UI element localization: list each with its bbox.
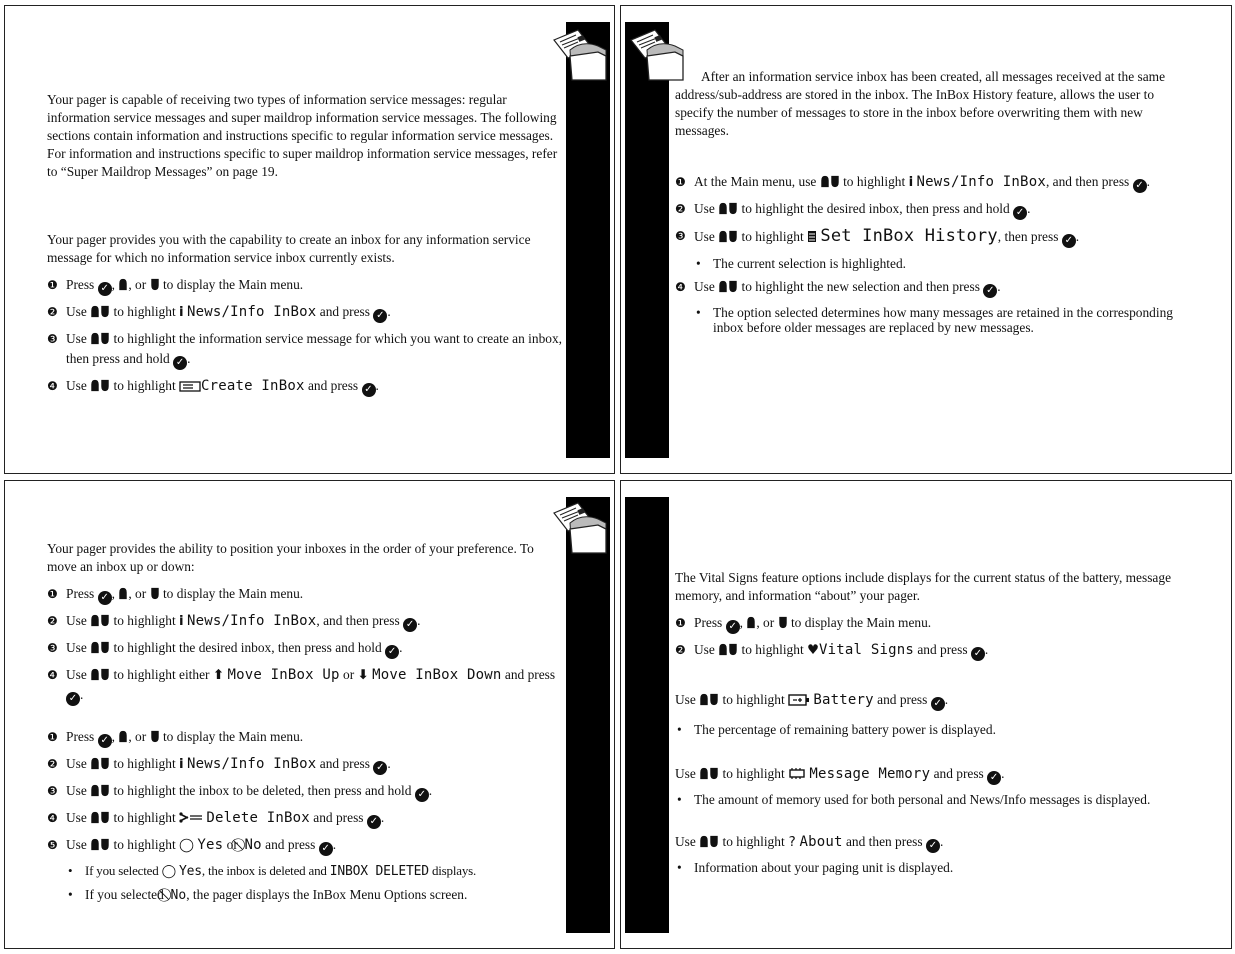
up-down-buttons-icon <box>90 838 110 856</box>
delete-step-1: ❶ Press ✓ , , or to display the Main menu. <box>47 729 304 746</box>
check-button-icon: ✓ <box>726 620 740 634</box>
lcd-news-info-inbox: News/Info InBox <box>186 613 317 629</box>
check-button-icon: ✓ <box>367 815 381 829</box>
check-button-icon: ✓ <box>1013 206 1027 220</box>
down-button-icon <box>778 616 788 629</box>
info-icon: i <box>179 305 184 320</box>
check-button-icon: ✓ <box>403 618 417 632</box>
up-button-icon <box>746 616 756 629</box>
up-down-buttons-icon <box>90 332 110 350</box>
folder-icon <box>548 26 610 84</box>
intro-text: Your pager is capable of receiving two types of information service messages: regular information service messages and super maildrop information service messages. The following sections contain information and instructions specific to regular information service messages. For information and instructions specific to super maildrop information service messages, refer to “Super Maildrop Messages” on page 19. <box>47 92 558 179</box>
check-button-icon: ✓ <box>931 697 945 711</box>
create-inbox-icon <box>179 380 201 392</box>
move-step-2: ❷ Use to highlight i News/Info InBox, and then press ✓ . <box>47 613 421 630</box>
page-tab <box>625 22 669 458</box>
check-button-icon: ✓ <box>926 839 940 853</box>
heart-icon: ♥ <box>807 643 820 658</box>
step-4: ❹ Use to highlight Create InBox and press ✓ . <box>47 378 379 395</box>
intro-text: After an information service inbox has been created, all messages received at the same address/sub-address are stored in the inbox. The InBox History feature, allows the user to specify the number of messages to store in the inbox before overwriting them with new messages. <box>675 69 1166 138</box>
create-intro-text: Your pager provides you with the capability to create an inbox for any information service message for which no information service inbox currently exists. <box>47 232 531 265</box>
step-2: ❷ Use to highlight ♥Vital Signs and press ✓ . <box>675 642 989 659</box>
up-button-icon <box>118 587 128 600</box>
list-item: • The amount of memory used for both personal and News/Info messages is displayed. <box>675 791 1195 809</box>
lcd-no: No <box>244 837 262 853</box>
up-down-buttons-icon <box>718 202 738 220</box>
lcd-yes: Yes <box>197 837 224 853</box>
page-tab <box>625 497 669 933</box>
check-button-icon: ✓ <box>98 282 112 296</box>
list-item: • The percentage of remaining battery power is displayed. <box>675 721 1195 739</box>
panel-move-delete-inbox <box>4 480 615 949</box>
up-down-buttons-icon <box>90 641 110 659</box>
list-item: • Information about your paging unit is displayed. <box>675 859 1195 877</box>
intro-text: The Vital Signs feature options include displays for the current status of the battery, message memory, and information “about” your pager. <box>675 570 1172 603</box>
check-button-icon: ✓ <box>971 647 985 661</box>
panel-inbox-history <box>620 5 1232 474</box>
lcd-news-info-inbox: News/Info InBox <box>916 174 1046 190</box>
arrow-up-icon: ⬆ <box>212 668 225 683</box>
step-3: ❸ Use to highlight the information service message for which you want to create an inbox, then press and hold ✓ . <box>47 331 563 368</box>
check-button-icon: ✓ <box>987 771 1001 785</box>
panel-vital-signs <box>620 480 1232 949</box>
move-step-1: ❶ Press ✓ , , or to display the Main menu. <box>47 586 304 603</box>
step-4: ❹ Use to highlight the new selection and then press ✓ . <box>675 279 1001 296</box>
up-down-buttons-icon <box>90 305 110 323</box>
info-icon: i <box>908 175 914 190</box>
list-item: • If you selected ◯ Yes, the inbox is deleted and INBOX DELETED displays. <box>66 862 562 881</box>
page-tab <box>566 497 610 933</box>
yes-circle-icon: ◯ <box>179 838 195 853</box>
up-down-buttons-icon <box>90 379 110 397</box>
step-1: ❶ Press ✓ , , or to display the Main menu. <box>675 615 932 632</box>
check-button-icon: ✓ <box>1133 179 1147 193</box>
up-down-buttons-icon <box>90 757 110 775</box>
arrow-down-icon: ⬇ <box>357 668 369 683</box>
check-button-icon: ✓ <box>373 761 387 775</box>
lcd-move-inbox-up: Move InBox Up <box>227 667 340 683</box>
lcd-move-inbox-down: Move InBox Down <box>372 667 502 683</box>
info-icon: i <box>179 757 184 772</box>
lcd-delete-inbox: Delete InBox <box>206 810 310 826</box>
down-button-icon <box>150 587 160 600</box>
check-button-icon: ✓ <box>66 692 80 706</box>
lcd-news-info-inbox: News/Info InBox <box>186 304 317 320</box>
list-item: • If you selected No, the pager displays the InBox Menu Options screen. <box>66 886 562 905</box>
page-tab <box>566 22 610 458</box>
lcd-about: About <box>799 834 843 850</box>
up-down-buttons-icon <box>718 280 738 298</box>
step-1: ❶ At the Main menu, use to highlight i News/Info InBox, and then press ✓ . <box>675 174 1150 191</box>
memory-chip-icon <box>788 767 806 780</box>
lcd-create-inbox: Create InBox <box>201 378 305 394</box>
check-button-icon: ✓ <box>173 356 187 370</box>
yes-circle-icon: ◯ <box>161 864 176 879</box>
lcd-battery: Battery <box>813 692 874 708</box>
check-button-icon: ✓ <box>98 591 112 605</box>
lcd-vital-signs: Vital Signs <box>819 642 914 658</box>
step-3: ❸ Use to highlight Set InBox History, then press ✓ . <box>675 226 1080 246</box>
up-down-buttons-icon <box>820 175 840 193</box>
battery-instruction: Use to highlight Battery and press ✓ . <box>675 692 949 709</box>
step-1: ❶ Press ✓ , , or to display the Main menu. <box>47 277 304 294</box>
up-down-buttons-icon <box>90 668 110 686</box>
step-2: ❷ Use to highlight i News/Info InBox and press ✓ . <box>47 304 391 321</box>
check-button-icon: ✓ <box>415 788 429 802</box>
lcd-message-memory: Message Memory <box>809 766 931 782</box>
check-button-icon: ✓ <box>373 309 387 323</box>
panel-create-inbox <box>4 5 615 474</box>
down-button-icon <box>150 730 160 743</box>
up-button-icon <box>118 730 128 743</box>
move-step-3: ❸ Use to highlight the desired inbox, then press and hold ✓ . <box>47 640 403 657</box>
move-step-4: ❹ Use to highlight either ⬆ Move InBox Up or ⬇ Move InBox Down and press ✓ . <box>47 667 556 704</box>
up-down-buttons-icon <box>699 693 719 711</box>
up-down-buttons-icon <box>90 811 110 829</box>
down-button-icon <box>150 278 160 291</box>
check-button-icon: ✓ <box>362 383 376 397</box>
delete-inbox-icon <box>179 811 203 824</box>
delete-step-3: ❸ Use to highlight the inbox to be deleted, then press and hold ✓ . <box>47 783 433 800</box>
memory-instruction: Use to highlight Message Memory and press ✓ . <box>675 766 1005 783</box>
check-button-icon: ✓ <box>319 842 333 856</box>
check-button-icon: ✓ <box>385 645 399 659</box>
battery-icon <box>788 693 810 706</box>
question-icon: ? <box>788 835 797 850</box>
delete-step-5: ❺ Use to highlight ◯ Yes or No and press ✓ . <box>47 837 337 854</box>
up-down-buttons-icon <box>699 835 719 853</box>
list-item: • The option selected determines how many messages are retained in the corresponding inbox before older messages are replaced by new messages. <box>694 305 1195 335</box>
check-button-icon: ✓ <box>98 734 112 748</box>
delete-step-2: ❷ Use to highlight i News/Info InBox and press ✓ . <box>47 756 391 773</box>
check-button-icon: ✓ <box>1062 234 1076 248</box>
history-icon <box>807 230 817 243</box>
check-button-icon: ✓ <box>983 284 997 298</box>
delete-step-4: ❹ Use to highlight Delete InBox and press ✓ . <box>47 810 385 827</box>
step-2: ❷ Use to highlight the desired inbox, then press and hold ✓ . <box>675 201 1031 218</box>
up-down-buttons-icon <box>718 643 738 661</box>
up-button-icon <box>118 278 128 291</box>
info-icon: i <box>179 614 184 629</box>
up-down-buttons-icon <box>699 767 719 785</box>
about-instruction: Use to highlight ? About and then press ✓ . <box>675 834 944 851</box>
lcd-news-info-inbox: News/Info InBox <box>186 756 317 772</box>
up-down-buttons-icon <box>90 614 110 632</box>
up-down-buttons-icon <box>718 230 738 248</box>
up-down-buttons-icon <box>90 784 110 802</box>
list-item: • The current selection is highlighted. <box>694 255 1195 273</box>
lcd-set-inbox-history: Set InBox History <box>820 226 998 246</box>
intro-text: Your pager provides the ability to position your inboxes in the order of your preference. To move an inbox up or down: <box>47 541 534 574</box>
